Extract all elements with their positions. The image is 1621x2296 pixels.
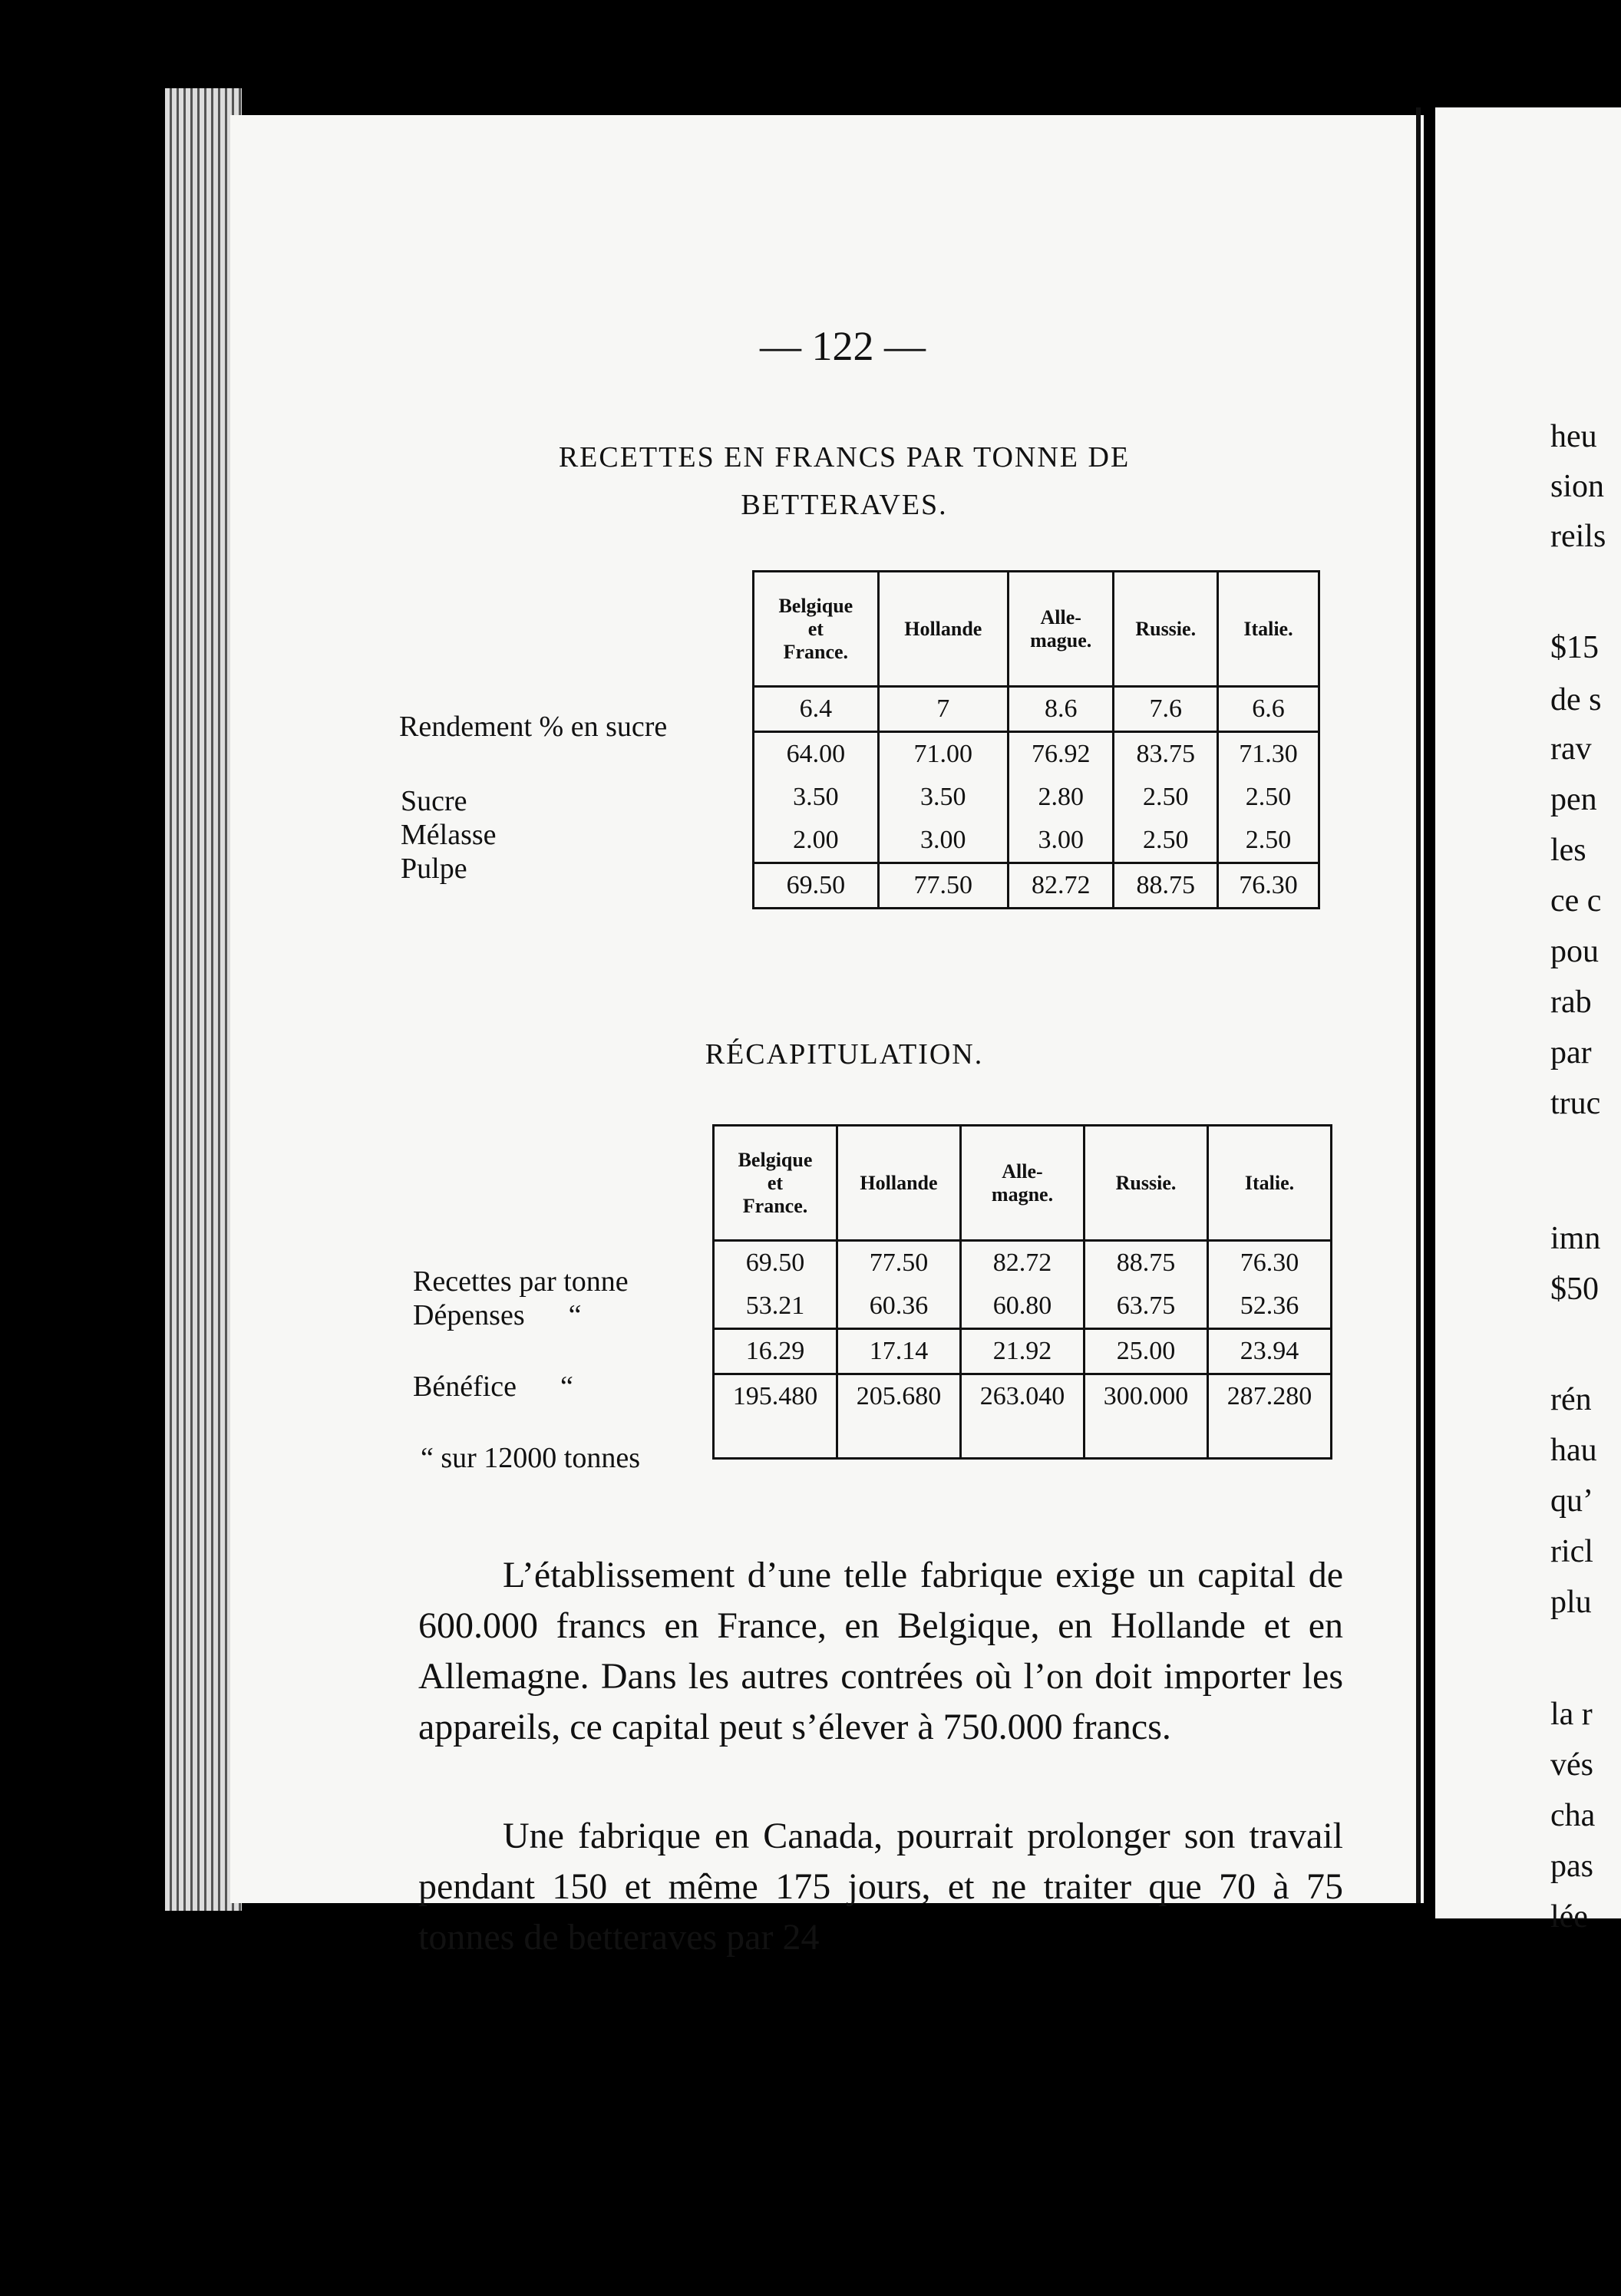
table-cell: 195.480 [714,1374,837,1459]
table-cell: 3.00 [878,819,1008,863]
table1-title-line2: BETTERAVES. [741,489,948,521]
row-label-recettes: Recettes par tonne [413,1265,629,1298]
table-cell: 3.50 [793,783,839,811]
table1-header: Hollande [878,572,1008,687]
paragraph-capital: L’établissement d’une telle fabrique exige un capital de 600.000 francs en France, en Belgique, en Hollande et en Allemagne. Dans les autres contrées où l’on doit importer les appareils, ce capital peut s’élever à 750.000 francs. [418,1555,1343,1747]
table-cell: 300.000 [1085,1374,1208,1459]
table-cell: 7 [878,687,1008,732]
table-cell: 21.92 [961,1329,1085,1374]
table1-title-line1: RECETTES EN FRANCS PAR TONNE DE [558,441,1131,473]
table-cell: 60.36 [837,1285,961,1329]
table-recapitulation [712,1124,1332,1460]
row-label-melasse: Mélasse [401,819,497,851]
table-cell: 63.75 [1085,1285,1208,1329]
right-fragment: ce c [1550,883,1602,919]
row-label-benefice: Bénéfice “ [413,1371,573,1403]
table2-header: Italie. [1208,1126,1332,1241]
table-cell: 82.72 [1008,863,1114,909]
table-cell: 2.50 [1217,776,1319,819]
table-row [714,1374,1332,1459]
table2-header: Russie. [1085,1126,1208,1241]
table-cell: 7.6 [1114,687,1217,732]
table-cell: 17.14 [837,1329,961,1374]
right-fragment: par [1550,1035,1592,1070]
table-cell: 3.00 [1008,819,1114,863]
right-fragment: $50 [1550,1272,1599,1307]
right-fragment: vés [1550,1747,1593,1783]
table-cell: 2.80 [1008,776,1114,819]
table-cell: 82.72 [961,1241,1085,1285]
row-label-sucre: Sucre [401,785,467,817]
table-cell: 76.30 [1217,863,1319,909]
right-fragment: plu [1550,1585,1592,1620]
recapitulation-title: RÉCAPITULATION. [705,1038,984,1070]
table-cell: 52.36 [1208,1285,1332,1329]
table-cell: 25.00 [1085,1329,1208,1374]
table1-header: Russie. [1114,572,1217,687]
table-cell: 2.50 [1114,776,1217,819]
book-gutter [1416,107,1421,1903]
table-cell: 205.680 [837,1374,961,1459]
right-page [1435,107,1621,1918]
table-cell: 69.50 [714,1241,837,1285]
right-fragment: ricl [1550,1534,1593,1569]
page-number: — 122 — [760,323,926,369]
table1-header: Italie. [1217,572,1319,687]
table1-header: Alle- mague. [1008,572,1114,687]
table-cell: 6.6 [1217,687,1319,732]
paragraph-canada: Une fabrique en Canada, pourrait prolonger son travail pendant 150 et même 175 jours, et ne traiter que 70 à 75 tonnes de betteraves par 24 [418,1816,1343,1958]
right-fragment: pas [1550,1849,1593,1884]
table-cell: 53.21 [745,1292,805,1320]
table-row [714,1285,1332,1329]
right-fragment: pou [1550,934,1599,969]
table-cell: 83.75 [1114,732,1217,777]
right-fragment: rén [1550,1382,1592,1417]
row-label-rendement: Rendement % en sucre [399,711,668,743]
table-row [714,1241,1332,1285]
right-fragment: de s [1550,682,1602,718]
right-fragment: imn [1550,1221,1601,1256]
right-fragment: sion [1550,469,1605,504]
table-cell: 2.50 [1114,819,1217,863]
table-cell: 8.6 [1008,687,1114,732]
right-fragment: rab [1550,985,1592,1020]
table-cell: 88.75 [1085,1241,1208,1285]
table-row [754,687,1319,732]
table-cell: 16.29 [714,1329,837,1374]
right-fragment: hau [1550,1433,1597,1468]
right-fragment: truc [1550,1086,1601,1121]
table-cell: 76.30 [1208,1241,1332,1285]
table-cell: 69.50 [754,863,879,909]
row-label-sur-12000: “ sur 12000 tonnes [421,1442,641,1474]
table-cell: 3.50 [878,776,1008,819]
table-cell: 6.4 [754,687,879,732]
table-cell: 71.30 [1217,732,1319,777]
table-cell: 23.94 [1208,1329,1332,1374]
right-fragment: qu’ [1550,1483,1593,1519]
table2-header: Hollande [837,1126,961,1241]
right-fragment: reils [1550,519,1606,554]
right-fragment: pen [1550,782,1597,817]
row-label-pulpe: Pulpe [401,853,467,885]
table-cell: 76.92 [1008,732,1114,777]
row-label-depenses: Dépenses “ [413,1299,582,1331]
table1-title [461,434,1228,529]
table-row [754,819,1319,863]
right-fragment: $15 [1550,630,1599,665]
right-fragment: heu [1550,419,1597,454]
table1-header: Belgique et France. [778,594,853,663]
right-fragment: cha [1550,1798,1596,1833]
table2-header: Alle- magne. [961,1126,1085,1241]
right-fragment: rav [1550,731,1592,767]
table-row [714,1329,1332,1374]
right-fragment: la r [1550,1697,1593,1732]
table-row [754,863,1319,909]
table-row [754,776,1319,819]
table-cell: 263.040 [961,1374,1085,1459]
table-cell: 2.50 [1217,819,1319,863]
table-cell: 64.00 [754,732,879,777]
table-cell: 71.00 [878,732,1008,777]
right-fragment: lée [1550,1899,1588,1935]
table-cell: 2.00 [793,826,839,854]
table-cell: 287.280 [1208,1374,1332,1459]
table-recettes [752,570,1320,909]
table-cell: 77.50 [878,863,1008,909]
table-cell: 88.75 [1114,863,1217,909]
table-cell: 60.80 [961,1285,1085,1329]
table-row [754,732,1319,777]
table2-header: Belgique et France. [738,1148,813,1217]
table-cell: 77.50 [837,1241,961,1285]
right-fragment: les [1550,833,1586,868]
